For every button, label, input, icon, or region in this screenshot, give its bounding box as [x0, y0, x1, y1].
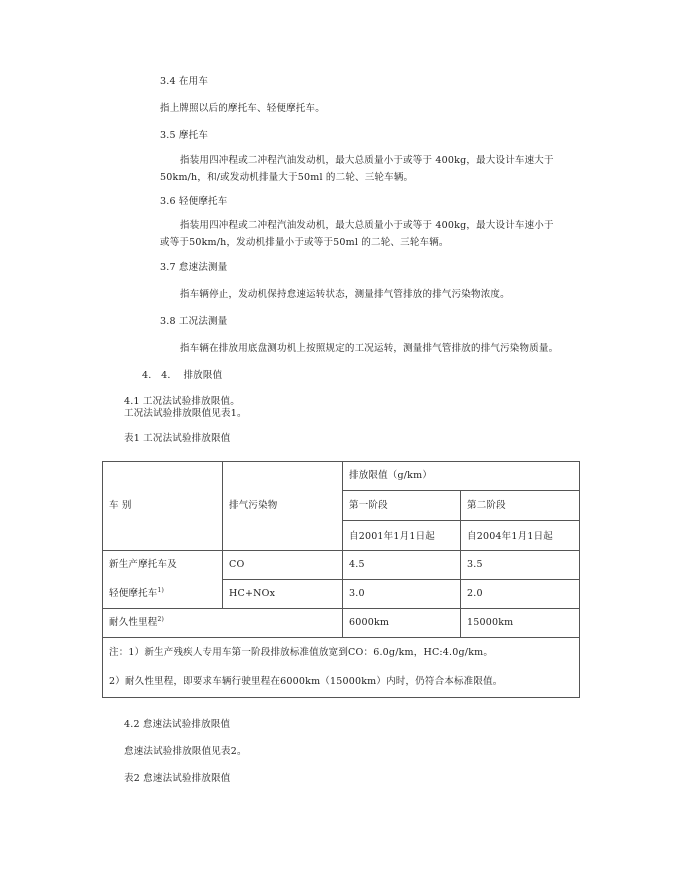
vehicle-category-line2: 轻便摩托车	[109, 588, 158, 599]
header-category: 车 别	[103, 462, 223, 551]
vehicle-category-cell	[103, 551, 223, 609]
header-stage-1: 第一阶段	[343, 491, 461, 521]
table-2-caption: 表2 怠速法试验排放限值	[124, 773, 231, 784]
footnote-ref-1: 1)	[157, 586, 165, 594]
pollutant-hc-nox: HC+NOx	[223, 580, 343, 609]
section-3-7-heading: 3.7 怠速法测量	[160, 262, 228, 273]
header-pollutant: 排气污染物	[223, 462, 343, 551]
vehicle-category-line1: 新生产摩托车及	[109, 559, 177, 570]
co-stage-1-value: 4.5	[343, 551, 461, 580]
note-2: 2）耐久性里程，即要求车辆行驶里程在6000km（15000km）内时，仍符合本标准限值。	[109, 676, 503, 687]
header-limits: 排放限值（g/km）	[343, 462, 580, 491]
emission-limits-table	[102, 461, 580, 698]
header-stage-2-date: 自2004年1月1日起	[461, 521, 580, 551]
section-3-8-body: 指车辆在排放用底盘测功机上按照规定的工况运转，测量排气管排放的排气污染物质量。	[180, 343, 559, 354]
section-3-8-heading: 3.8 工况法测量	[160, 316, 228, 327]
section-3-6-body: 指装用四冲程或二冲程汽油发动机，最大总质量小于或等于 400kg，最大设计车速小于或等于50km/h，发动机排量小于或等于50ml 的二轮、三轮车辆。	[160, 220, 554, 248]
hc-stage-2-value: 2.0	[461, 580, 580, 609]
durability-cell	[103, 609, 343, 638]
table-1-caption: 表1 工况法试验排放限值	[124, 433, 231, 444]
hc-stage-1-value: 3.0	[343, 580, 461, 609]
note-1: 注：1）新生产残疾人专用车第一阶段排放标准值放宽到CO：6.0g/km，HC:4.0g/km。	[109, 647, 494, 658]
table-notes	[103, 638, 580, 698]
section-4-heading: 4. 4. 排放限值	[142, 370, 223, 381]
section-3-6-heading: 3.6 轻便摩托车	[160, 196, 228, 207]
header-stage-1-date: 自2001年1月1日起	[343, 521, 461, 551]
section-4-1-heading: 4.1 工况法试验排放限值。	[124, 396, 240, 407]
co-stage-2-value: 3.5	[461, 551, 580, 580]
section-3-5-heading: 3.5 摩托车	[160, 130, 209, 141]
section-3-4-heading: 3.4 在用车	[160, 76, 209, 87]
section-4-2-heading: 4.2 怠速法试验排放限值	[124, 719, 231, 730]
header-stage-2: 第二阶段	[461, 491, 580, 521]
section-3-7-body: 指车辆停止，发动机保持怠速运转状态，测量排气管排放的排气污染物浓度。	[180, 289, 510, 300]
durability-stage-1-value: 6000km	[343, 609, 461, 638]
section-4-2-line: 怠速法试验排放限值见表2。	[124, 746, 247, 757]
durability-stage-2-value: 15000km	[461, 609, 580, 638]
pollutant-co: CO	[223, 551, 343, 580]
durability-label: 耐久性里程	[109, 617, 158, 628]
section-3-4-body: 指上牌照以后的摩托车、轻便摩托车。	[160, 103, 325, 114]
footnote-ref-2: 2)	[157, 615, 165, 623]
section-4-1-line: 工况法试验排放限值见表1。	[124, 408, 247, 419]
section-3-5-body: 指装用四冲程或二冲程汽油发动机，最大总质量小于或等于 400kg，最大设计车速大于50km/h，和/或发动机排量大于50ml 的二轮、三轮车辆。	[160, 155, 554, 183]
